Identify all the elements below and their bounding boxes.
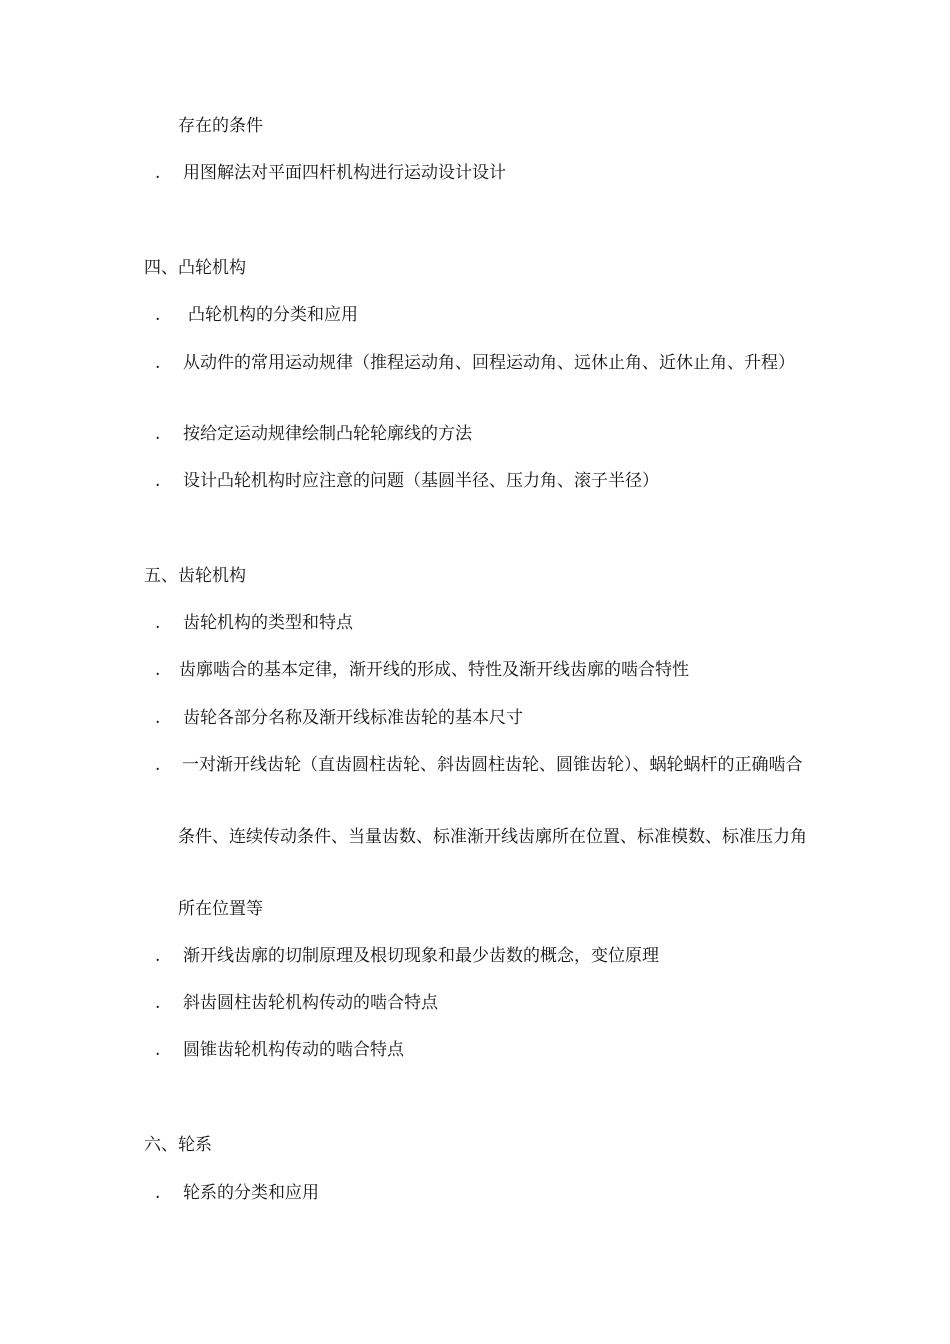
list-item: 齿轮各部分名称及渐开线标准齿轮的基本尺寸 (183, 708, 523, 728)
list-item: 凸轮机构的分类和应用 (188, 305, 358, 325)
paragraph-continuation: 条件、连续传动条件、当量齿数、标准渐开线齿廓所在位置、标准模数、标准压力角 (178, 827, 807, 847)
list-item: 按给定运动规律绘制凸轮轮廓线的方法 (183, 424, 472, 444)
bullet-dot: . (155, 946, 161, 966)
bullet-dot: . (155, 993, 161, 1013)
list-item: 齿轮机构的类型和特点 (183, 613, 353, 633)
list-item (144, 351, 812, 375)
list-item: 一对渐开线齿轮（直齿圆柱齿轮、斜齿圆柱齿轮、圆锥齿轮）、蜗轮蜗杆的正确啮合 (182, 755, 803, 775)
list-item-text: 从动件的常用运动规律（推程运动角、回程运动角、远休止角、近休止角、升程） (183, 353, 795, 373)
bullet-dot: . (155, 660, 161, 680)
paragraph-continuation: 存在的条件 (178, 116, 263, 136)
list-item: 用图解法对平面四杆机构进行运动设计设计 (183, 163, 506, 183)
bullet-dot: . (155, 353, 161, 373)
section-heading-5: 五、齿轮机构 (144, 566, 246, 586)
bullet-dot: . (155, 305, 161, 325)
list-item: 斜齿圆柱齿轮机构传动的啮合特点 (183, 993, 438, 1013)
section-heading-6: 六、轮系 (144, 1135, 212, 1155)
bullet-dot: . (155, 471, 161, 491)
list-item: 齿廓啮合的基本定律，渐开线的形成、特性及渐开线齿廓的啮合特性 (179, 660, 689, 680)
list-item: 轮系的分类和应用 (183, 1183, 319, 1203)
bullet-dot: . (155, 1040, 161, 1060)
bullet-dot: . (155, 755, 161, 775)
list-item: 渐开线齿廓的切制原理及根切现象和最少齿数的概念，变位原理 (183, 946, 659, 966)
bullet-dot: . (155, 163, 161, 183)
section-heading-4: 四、凸轮机构 (144, 258, 246, 278)
paragraph-continuation: 所在位置等 (178, 899, 263, 919)
bullet-dot: . (155, 1183, 161, 1203)
list-item: 圆锥齿轮机构传动的啮合特点 (183, 1040, 404, 1060)
bullet-dot: . (155, 613, 161, 633)
bullet-dot: . (155, 708, 161, 728)
bullet-dot: . (155, 424, 161, 444)
list-item: 设计凸轮机构时应注意的问题（基圆半径、压力角、滚子半径） (183, 471, 659, 491)
